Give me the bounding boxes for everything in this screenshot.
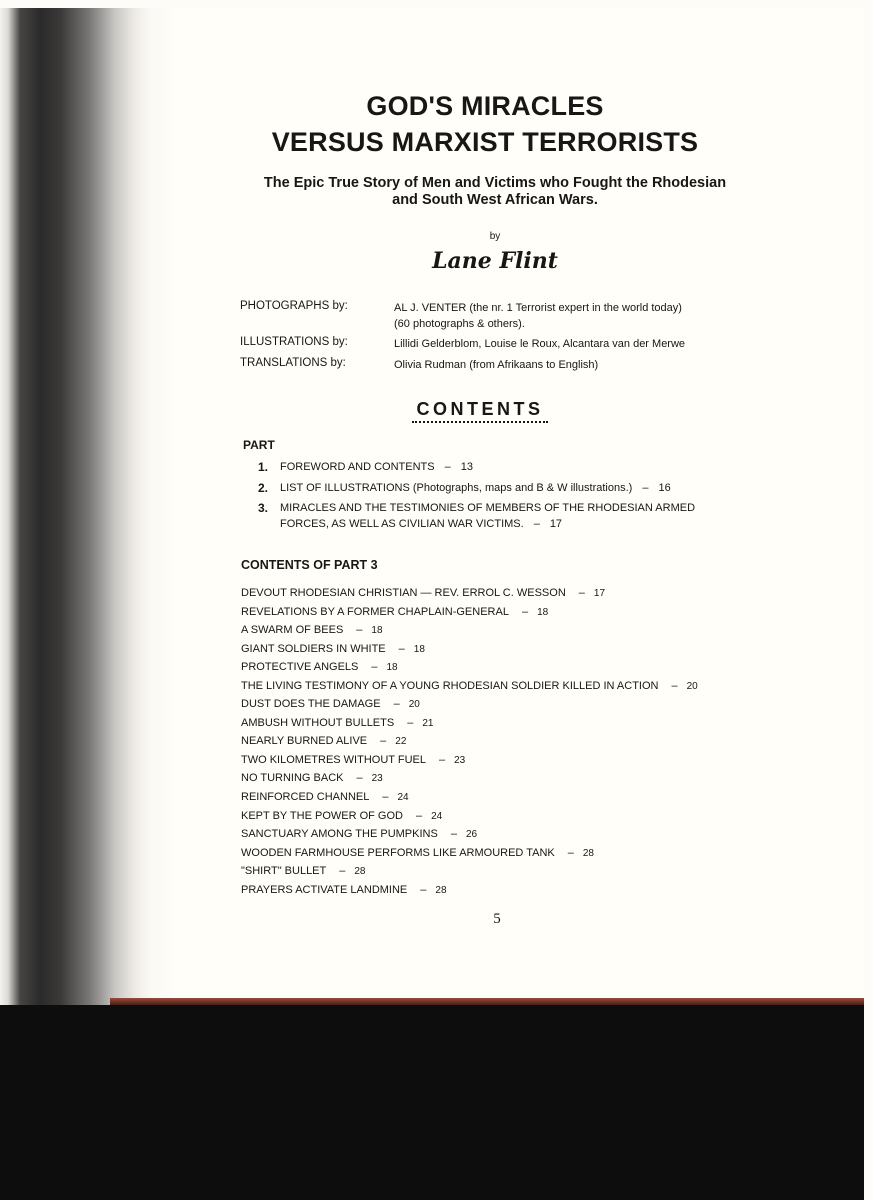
toc-entry-dash: –: [521, 605, 529, 618]
credit-value-photographs-line-2: (60 photographs & others).: [394, 318, 525, 330]
credit-value-illustrations: Lillidi Gelderblom, Louise le Roux, Alcantara van der Merwe: [394, 338, 686, 350]
toc-entry: [241, 788, 761, 807]
toc-entry-page: 26: [465, 829, 478, 841]
toc-entry-page: 18: [386, 662, 398, 674]
toc-entry-dash: –: [356, 772, 363, 785]
part-1-number: 1.: [258, 460, 269, 474]
toc-entry-page: 23: [371, 773, 383, 785]
toc-entry-page: 18: [537, 606, 549, 618]
credit-value-photographs-line-1: AL J. VENTER (the nr. 1 Terrorist expert in the world today): [394, 302, 682, 314]
toc-entry-dash: –: [382, 791, 389, 804]
toc-entry-title: REVELATIONS BY A FORMER CHAPLAIN-GENERAL: [241, 605, 509, 618]
scanner-bed-dark-area: [0, 1005, 873, 1200]
toc-entry: [241, 769, 761, 788]
toc-entry: [241, 695, 761, 714]
credit-label-illustrations: ILLUSTRATIONS by:: [240, 336, 348, 348]
credit-label-translations: TRANSLATIONS by:: [240, 357, 346, 369]
toc-entry: [241, 881, 761, 900]
toc-entry: [241, 714, 761, 733]
toc-entry-page: 22: [395, 736, 407, 748]
toc-entry-title: PROTECTIVE ANGELS: [241, 661, 359, 674]
toc-entry-title: DEVOUT RHODESIAN CHRISTIAN — REV. ERROL C. WESSON: [241, 587, 566, 599]
toc-entry: [241, 603, 761, 622]
byline: by: [489, 231, 501, 242]
credit-value-photographs: [394, 300, 756, 332]
toc-entry-dash: –: [567, 846, 574, 859]
toc-entry-page: 24: [397, 792, 409, 804]
credit-value-translations: Olivia Rudman (from Afrikaans to English): [394, 359, 599, 371]
part-3-page: 17: [549, 518, 563, 530]
toc-entry-dash: –: [398, 642, 405, 655]
toc-entry-title: A SWARM OF BEES: [241, 624, 344, 637]
toc-entry-page: 28: [354, 866, 366, 878]
toc-entry-dash: –: [415, 809, 423, 822]
toc-entry: [241, 640, 761, 659]
toc-entry-title: NEARLY BURNED ALIVE: [241, 735, 368, 748]
toc-entry-dash: –: [407, 716, 414, 729]
toc-entry-dash: –: [380, 735, 387, 748]
part-2-title: LIST OF ILLUSTRATIONS (Photographs, maps and B & W illustrations.): [280, 482, 633, 494]
toc-entry-title: KEPT BY THE POWER OF GOD: [241, 809, 403, 822]
toc-entry: [241, 658, 761, 677]
part-1-entry: [280, 459, 756, 475]
contents-dotted-underline: [412, 421, 548, 423]
toc-entry-dash: –: [438, 753, 446, 766]
toc-entry-page: 18: [413, 643, 425, 655]
part-2-dash: –: [642, 482, 649, 494]
subtitle-line-1: The Epic True Story of Men and Victims who Fought the Rhodesian: [263, 175, 727, 191]
toc-entry-title: PRAYERS ACTIVATE LANDMINE: [241, 883, 408, 896]
part-1-title: FOREWORD AND CONTENTS: [280, 461, 435, 473]
part-3-title-line-1: MIRACLES AND THE TESTIMONIES OF MEMBERS OF THE RHODESIAN ARMED: [280, 502, 696, 514]
part-1-page: 13: [460, 461, 473, 473]
toc-entry-dash: –: [420, 883, 427, 896]
toc-entry: [241, 621, 761, 640]
part-3-title-line-2: FORCES, AS WELL AS CIVILIAN WAR VICTIMS.: [280, 518, 524, 530]
toc-entry-dash: –: [393, 698, 400, 711]
scan-top-margin: [0, 0, 873, 8]
toc-entry: [241, 751, 761, 770]
part-2-page: 16: [658, 482, 671, 494]
part-3-toc-list: [241, 584, 761, 899]
part-2-number: 2.: [258, 481, 269, 495]
toc-entry: [241, 584, 761, 603]
toc-entry-dash: –: [371, 661, 378, 674]
toc-entry-title: DUST DOES THE DAMAGE: [241, 698, 381, 711]
toc-entry-title: THE LIVING TESTIMONY OF A YOUNG RHODESIAN SOLDIER KILLED IN ACTION: [241, 679, 659, 692]
book-title-line-2: VERSUS MARXIST TERRORISTS: [271, 127, 699, 157]
toc-entry-title: TWO KILOMETRES WITHOUT FUEL: [241, 753, 426, 766]
toc-entry-title: AMBUSH WITHOUT BULLETS: [241, 716, 395, 729]
toc-entry-dash: –: [671, 679, 678, 692]
toc-entry: [241, 732, 761, 751]
toc-entry: [241, 677, 761, 696]
toc-entry-title: WOODEN FARMHOUSE PERFORMS LIKE ARMOURED TANK: [241, 846, 555, 859]
toc-entry-page: 20: [408, 699, 420, 711]
toc-entry-title: GIANT SOLDIERS IN WHITE: [241, 642, 386, 655]
toc-entry: [241, 844, 761, 863]
toc-entry-dash: –: [356, 624, 363, 637]
toc-entry-dash: –: [339, 865, 346, 878]
toc-entry-title: "SHIRT" BULLET: [241, 865, 327, 878]
toc-entry-page: 23: [454, 754, 466, 766]
part-3-contents-heading: CONTENTS OF PART 3: [241, 558, 378, 572]
credit-label-photographs: PHOTOGRAPHS by:: [240, 300, 348, 312]
toc-entry-page: 18: [371, 625, 383, 637]
toc-entry-page: 17: [593, 588, 606, 599]
part-heading: PART: [243, 438, 275, 452]
part-3-entry: [280, 500, 756, 532]
toc-entry-title: NO TURNING BACK: [241, 772, 344, 785]
toc-entry: [241, 862, 761, 881]
part-3-number: 3.: [258, 501, 269, 515]
toc-entry: [241, 825, 761, 844]
toc-entry-page: 21: [422, 717, 434, 729]
contents-heading: CONTENTS: [416, 399, 544, 419]
toc-entry-page: 28: [582, 847, 594, 859]
part-3-dash: –: [533, 518, 540, 530]
part-2-entry: [280, 480, 756, 496]
page-number: 5: [493, 911, 501, 927]
subtitle-line-2: and South West African Wars.: [392, 192, 598, 208]
page-gutter-shadow: [0, 0, 175, 1005]
part-1-dash: –: [444, 461, 451, 473]
toc-entry-page: 20: [686, 680, 698, 692]
scan-right-margin: [864, 8, 873, 1200]
author-name: Lane Flint: [432, 248, 558, 274]
toc-entry-dash: –: [450, 828, 457, 841]
toc-entry-dash: –: [578, 587, 585, 599]
toc-entry-page: 28: [435, 884, 447, 896]
toc-entry-title: SANCTUARY AMONG THE PUMPKINS: [241, 828, 438, 841]
toc-entry: [241, 807, 761, 826]
toc-entry-page: 24: [431, 810, 443, 822]
book-title-line-1: GOD'S MIRACLES: [366, 91, 604, 121]
toc-entry-title: REINFORCED CHANNEL: [241, 791, 370, 804]
